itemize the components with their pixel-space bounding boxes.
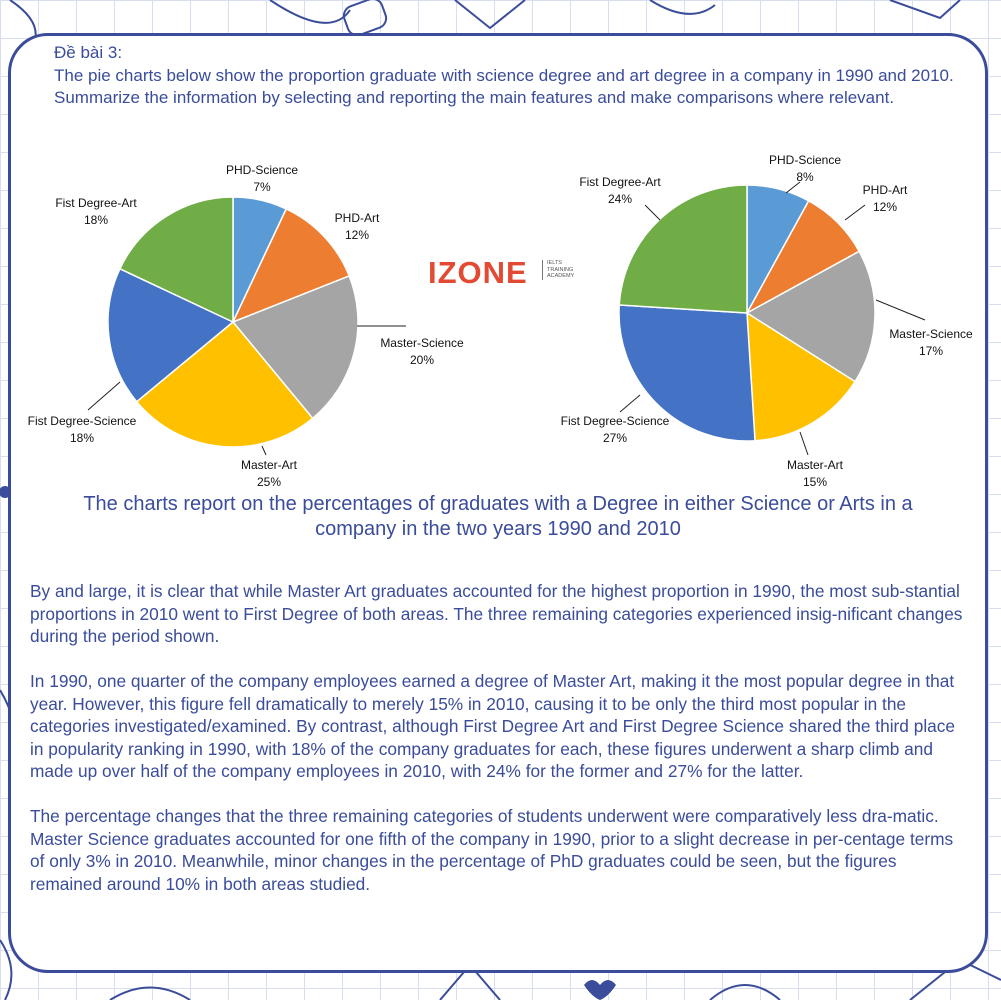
slice-label-1990-4: Fist Degree-Science <box>27 414 137 428</box>
slice-value-1990-5: 18% <box>83 213 109 227</box>
essay-body <box>30 580 970 918</box>
slice-label-1990-0: PHD-Science <box>225 163 299 177</box>
slice-label-2010-3: Master-Art <box>786 458 844 472</box>
leader-line-2010-2 <box>876 300 925 320</box>
slice-label-1990-5: Fist Degree-Art <box>55 196 137 210</box>
slice-label-1990-1: PHD-Art <box>334 211 380 225</box>
slice-label-1990-3: Master-Art <box>240 458 298 472</box>
slice-value-1990-3: 25% <box>256 475 282 489</box>
slice-value-2010-5: 24% <box>607 192 633 206</box>
slice-value-2010-2: 17% <box>918 344 944 358</box>
slice-label-2010-5: Fist Degree-Art <box>579 175 661 189</box>
leader-line-2010-1 <box>845 205 865 220</box>
essay-paragraph-3: The percentage changes that the three remaining categories of students underwent were comparatively less dra-matic. Master Science graduates accounted for one fifth of the company in 1990, prior to a slight decrease in per-centage terms of only 3% in 2010. Meanwhile, minor changes in the percentage of PhD graduates could be seen, but the figures remained around 10% in both areas studied. <box>30 806 954 894</box>
essay-paragraph-2: In 1990, one quarter of the company employees earned a degree of Master Art, making it the most popular degree in that year. However, this figure fell dramatically to merely 15% in 2010, causing it to be only the third most popular in the categories investigated/examined. By contrast, although First Degree Art and First Degree Science shared the third place in popularity ranking in 1990, with 18% of the company graduates for each, these figures underwent a sharp climb and made up over half of the company employees in 2010, with 24% for the former and 27% for the latter. <box>30 671 956 781</box>
leader-line-2010-3 <box>800 432 808 455</box>
slice-value-1990-2: 20% <box>409 353 435 367</box>
slice-value-2010-3: 15% <box>802 475 828 489</box>
slice-value-1990-1: 12% <box>344 228 370 242</box>
slice-label-2010-4: Fist Degree-Science <box>560 414 670 428</box>
leader-line-2010-4 <box>620 395 640 412</box>
logo-sub-3: ACADEMY <box>547 273 575 279</box>
slice-value-1990-0: 7% <box>253 180 271 194</box>
prompt-line-2: Summarize the information by selecting and reporting the main features and make comparisons where relevant. <box>54 88 895 107</box>
logo-subtitle <box>542 260 587 280</box>
slice-label-2010-0: PHD-Science <box>768 153 842 167</box>
prompt-line-1: The pie charts below show the proportion graduate with science degree and art degree in a company in 1990 and 2010. <box>54 65 954 85</box>
slice-label-1990-2: Master-Science <box>380 336 464 350</box>
slice-value-2010-4: 27% <box>602 431 628 445</box>
essay-paragraph-1: By and large, it is clear that while Master Art graduates accounted for the highest proportion in 1990, the most sub-stantial proportions in 2010 went to First Degree of both areas. The three remaining categories experienced insig-nificant changes during the period shown. <box>30 581 963 646</box>
leader-line-2010-5 <box>645 205 660 220</box>
slice-label-2010-2: Master-Science <box>889 327 973 341</box>
prompt-heading: Đề bài 3: <box>54 43 123 62</box>
logo-sub-2: TRAINING <box>547 266 574 273</box>
pie-slice-2010-fist degree-art <box>619 185 747 313</box>
leader-line-1990-3 <box>262 446 266 455</box>
logo-sub-1: IELTS <box>547 260 562 266</box>
charts-caption: The charts report on the percentages of graduates with a Degree in either Science or Arts in a company in the two years 1990 and 2010 <box>83 493 913 540</box>
slice-value-2010-0: 8% <box>796 170 814 184</box>
logo-wordmark: IZONE <box>428 255 528 290</box>
slice-label-2010-1: PHD-Art <box>862 183 908 197</box>
leader-line-1990-4 <box>88 382 120 410</box>
slice-value-2010-1: 12% <box>872 200 898 214</box>
slice-value-1990-4: 18% <box>69 431 95 445</box>
